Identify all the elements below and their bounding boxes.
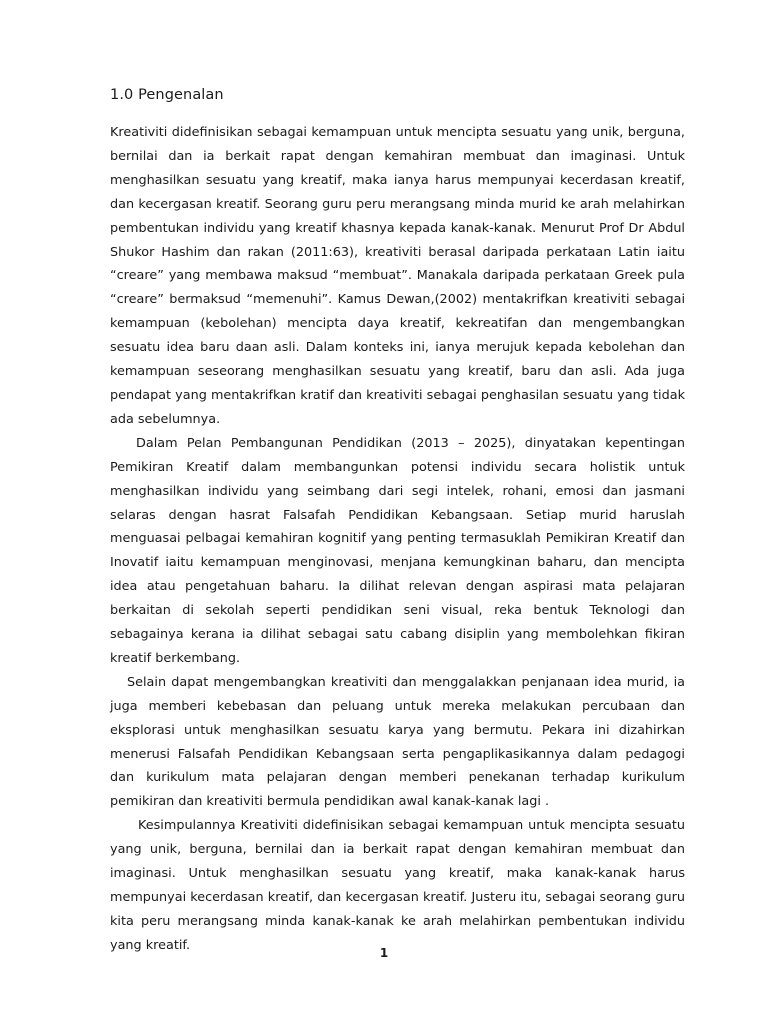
paragraph-pelan-pembangunan: Dalam Pelan Pembangunan Pendidikan (2013 – 2025), dinyatakan kepentingan Pemikiran Kreatif dalam membangunkan potensi individu secara holistik untuk menghasilkan individu yang seimbang dari segi intelek, rohani, emosi dan jasmani selaras dengan hasrat Falsafah Pendidikan Kebangsaan. Setiap murid haruslah menguasai pelbagai kemahiran kognitif yang penting termasuklah Pemikiran Kreatif dan Inovatif iaitu kemampuan menginovasi, menjana kemungkinan baharu, dan mencipta idea atau pengetahuan baharu. Ia dilihat relevan dengan aspirasi mata pelajaran berkaitan di sekolah seperti pendidikan seni visual, reka bentuk Teknologi dan sebagainya kerana ia dilihat sebagai satu cabang disiplin yang membolehkan fikiran kreatif berkembang. [110, 435, 685, 666]
section-heading: 1.0 Pengenalan [110, 87, 224, 103]
paragraph-selain: Selain dapat mengembangkan kreativiti dan menggalakkan penjanaan idea murid, ia juga memberi kebebasan dan peluang untuk mereka melakukan percubaan dan eksplorasi untuk menghasilkan sesuatu karya yang bermutu. Pekara ini dizahirkan menerusi Falsafah Pendidikan Kebangsaan serta pengaplikasikannya dalam pedagogi dan kurikulum mata pelajaran dengan memberi penekanan terhadap kurikulum pemikiran dan kreativiti bermula pendidikan awal kanak-kanak lagi . [110, 674, 685, 810]
page-number: 1 [379, 946, 389, 960]
document-body [110, 121, 685, 958]
paragraph-introduction: Kreativiti didefinisikan sebagai kemampuan untuk mencipta sesuatu yang unik, berguna, bernilai dan ia berkait rapat dengan kemahiran membuat dan imaginasi. Untuk menghasilkan sesuatu yang kreatif, maka ianya harus mempunyai kecerdasan kreatif, dan kecergasan kreatif. Seorang guru peru merangsang minda murid ke arah melahirkan pembentukan individu yang kreatif khasnya kepada kanak-kanak. Menurut Prof Dr Abdul Shukor Hashim dan rakan (2011:63), kreativiti berasal daripada perkataan Latin iaitu “creare” yang membawa maksud “membuat”. Manakala daripada perkataan Greek pula “creare” bermaksud “memenuhi”. Kamus Dewan,(2002) mentakrifkan kreativiti sebagai kemampuan (kebolehan) mencipta daya kreatif, kekreatifan dan mengembangkan sesuatu idea baru daan asli. Dalam konteks ini, ianya merujuk kepada kebolehan dan kemampuan seseorang menghasilkan sesuatu yang kreatif, baru dan asli. Ada juga pendapat yang mentakrifkan kratif dan kreativiti sebagai penghasilan sesuatu yang tidak ada sebelumnya. [110, 125, 685, 427]
paragraph-kesimpulan: Kesimpulannya Kreativiti didefinisikan sebagai kemampuan untuk mencipta sesuatu yang unik, berguna, bernilai dan ia berkait rapat dengan kemahiran membuat dan imaginasi. Untuk menghasilkan sesuatu yang kreatif, maka kanak-kanak harus mempunyai kecerdasan kreatif, dan kecergasan kreatif. Justeru itu, sebagai seorang guru kita peru merangsang minda kanak-kanak ke arah melahirkan pembentukan individu yang kreatif. [110, 818, 685, 953]
